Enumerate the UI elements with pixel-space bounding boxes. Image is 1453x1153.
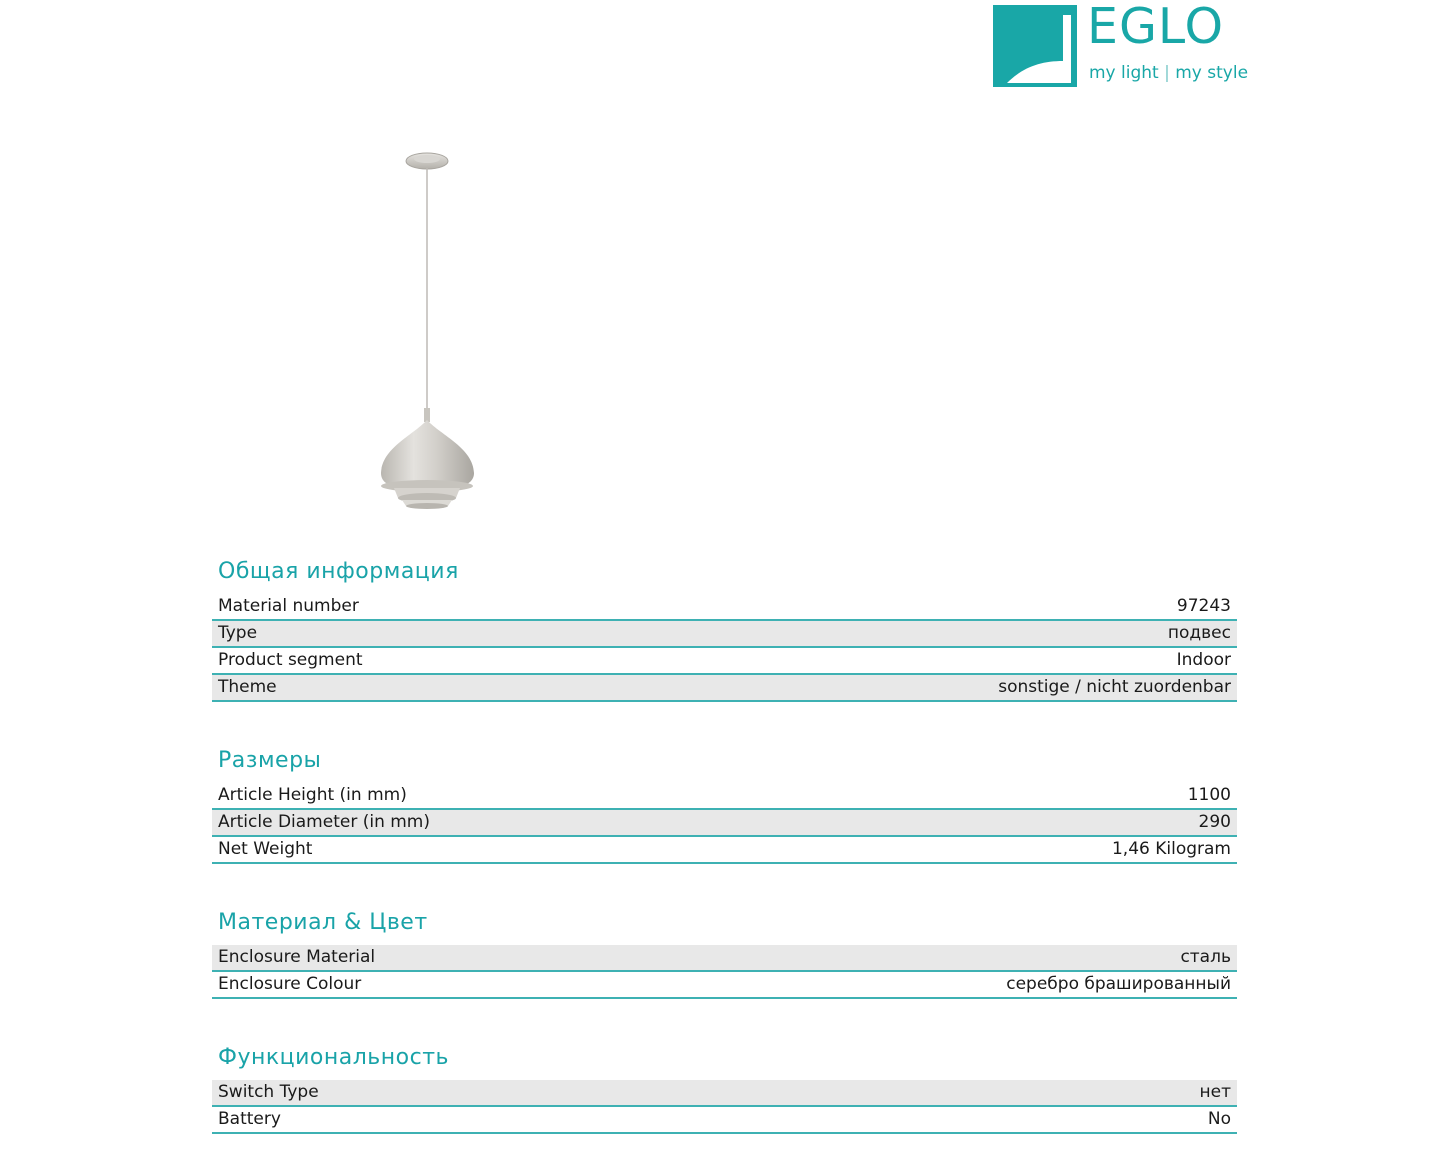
spec-label: Enclosure Colour (218, 974, 362, 994)
spec-value: 290 (1198, 812, 1231, 832)
section-material-colour (212, 907, 1237, 999)
tagline-left: my light (1089, 63, 1159, 83)
spec-label: Article Height (in mm) (218, 785, 407, 805)
spec-row-theme (212, 675, 1237, 702)
spec-label: Type (218, 623, 258, 643)
section-functionality (212, 1042, 1237, 1134)
spec-table (212, 783, 1237, 864)
section-title: Общая информация (218, 559, 459, 584)
spec-value: 1100 (1187, 785, 1231, 805)
tagline-separator: | (1164, 63, 1170, 83)
spec-label: Enclosure Material (218, 947, 376, 967)
spec-value: 97243 (1176, 596, 1231, 616)
tagline-right: my style (1175, 63, 1249, 83)
spec-row-enclosure-colour (212, 972, 1237, 999)
spec-value: серебро брашированный (1006, 974, 1231, 994)
spec-row-type (212, 621, 1237, 648)
spec-value: 1,46 Kilogram (1111, 839, 1231, 859)
spec-row-enclosure-material (212, 945, 1237, 972)
spec-row-product-segment (212, 648, 1237, 675)
spec-row-article-diameter (212, 810, 1237, 837)
spec-label: Material number (218, 596, 359, 616)
spec-row-material-number (212, 594, 1237, 621)
spec-label: Switch Type (218, 1082, 319, 1102)
spec-label: Battery (218, 1109, 281, 1129)
pendant-lamp-image (370, 148, 490, 513)
eglo-logo (993, 0, 1249, 87)
spec-table (212, 945, 1237, 999)
spec-label: Theme (218, 677, 277, 697)
section-general-info (212, 556, 1237, 702)
spec-value: sonstige / nicht zuordenbar (998, 677, 1231, 697)
section-dimensions (212, 745, 1237, 864)
spec-table (212, 594, 1237, 702)
spec-row-net-weight (212, 837, 1237, 864)
eglo-tagline (1089, 63, 1248, 83)
spec-row-switch-type (212, 1080, 1237, 1107)
spec-value: Indoor (1176, 650, 1231, 670)
section-title: Размеры (218, 748, 322, 773)
spec-label: Product segment (218, 650, 363, 670)
section-title: Материал & Цвет (218, 910, 428, 935)
spec-table (212, 1080, 1237, 1134)
spec-value: подвес (1167, 623, 1231, 643)
spec-row-article-height (212, 783, 1237, 810)
eglo-logo-mark-icon (993, 5, 1077, 87)
spec-value: сталь (1180, 947, 1231, 967)
spec-label: Net Weight (218, 839, 313, 859)
spec-label: Article Diameter (in mm) (218, 812, 430, 832)
spec-value: No (1207, 1109, 1231, 1129)
spec-row-battery (212, 1107, 1237, 1134)
eglo-wordmark: EGLO (1087, 0, 1225, 55)
spec-value: нет (1199, 1082, 1231, 1102)
section-title: Функциональность (218, 1045, 449, 1070)
